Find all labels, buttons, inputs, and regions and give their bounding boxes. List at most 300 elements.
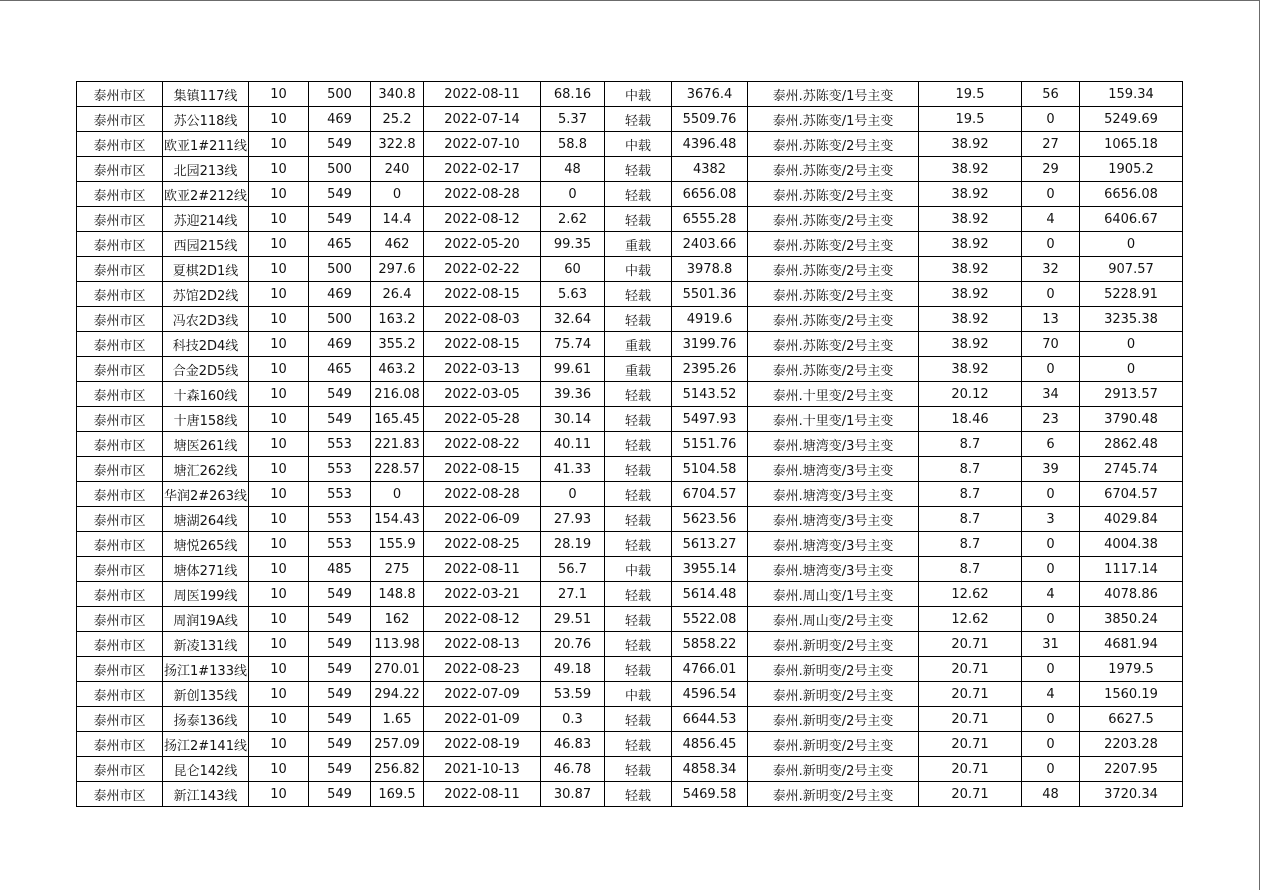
- spare-capacity-cell: 4919.6: [672, 307, 748, 332]
- line-name-cell: 十唐158线: [163, 407, 249, 432]
- peak-load-cell: 297.6: [371, 257, 424, 282]
- capacity-cell: 553: [309, 507, 371, 532]
- table-row: [77, 732, 1183, 757]
- capacity-cell: 469: [309, 107, 371, 132]
- peak-load-cell: 270.01: [371, 657, 424, 682]
- peak-load-cell: 25.2: [371, 107, 424, 132]
- line-name-cell: 扬泰136线: [163, 707, 249, 732]
- transformer-load-cell: 12.62: [919, 607, 1022, 632]
- reserved-cell: 29: [1022, 157, 1080, 182]
- line-name-cell: 周医199线: [163, 582, 249, 607]
- load-rate-cell: 56.7: [541, 557, 605, 582]
- table-row: [77, 532, 1183, 557]
- district-cell: 泰州市区: [77, 107, 163, 132]
- load-rate-cell: 53.59: [541, 682, 605, 707]
- voltage-cell: 10: [249, 582, 309, 607]
- table-row: [77, 707, 1183, 732]
- load-rate-cell: 30.87: [541, 782, 605, 807]
- load-level-cell: 中载: [605, 557, 672, 582]
- peak-load-cell: 14.4: [371, 207, 424, 232]
- reserved-cell: 6: [1022, 432, 1080, 457]
- transformer-load-cell: 8.7: [919, 457, 1022, 482]
- load-rate-cell: 99.35: [541, 232, 605, 257]
- load-rate-cell: 60: [541, 257, 605, 282]
- line-name-cell: 塘医261线: [163, 432, 249, 457]
- capacity-cell: 549: [309, 207, 371, 232]
- capacity-cell: 549: [309, 707, 371, 732]
- available-cell: 2913.57: [1080, 382, 1183, 407]
- peak-date-cell: 2022-08-15: [424, 457, 541, 482]
- capacity-cell: 549: [309, 632, 371, 657]
- reserved-cell: 3: [1022, 507, 1080, 532]
- available-cell: 2203.28: [1080, 732, 1183, 757]
- transformer-cell: 泰州.周山变/1号主变: [748, 582, 919, 607]
- load-level-cell: 轻载: [605, 782, 672, 807]
- transformer-load-cell: 8.7: [919, 432, 1022, 457]
- transformer-cell: 泰州.塘湾变/3号主变: [748, 457, 919, 482]
- table-row: [77, 407, 1183, 432]
- load-level-cell: 轻载: [605, 482, 672, 507]
- peak-load-cell: 1.65: [371, 707, 424, 732]
- load-rate-cell: 5.37: [541, 107, 605, 132]
- line-name-cell: 新江143线: [163, 782, 249, 807]
- spare-capacity-cell: 4858.34: [672, 757, 748, 782]
- capacity-cell: 549: [309, 757, 371, 782]
- reserved-cell: 0: [1022, 607, 1080, 632]
- peak-date-cell: 2022-02-22: [424, 257, 541, 282]
- reserved-cell: 34: [1022, 382, 1080, 407]
- transformer-cell: 泰州.苏陈变/2号主变: [748, 357, 919, 382]
- voltage-cell: 10: [249, 757, 309, 782]
- district-cell: 泰州市区: [77, 257, 163, 282]
- table-row: [77, 607, 1183, 632]
- capacity-cell: 465: [309, 357, 371, 382]
- transformer-cell: 泰州.塘湾变/3号主变: [748, 507, 919, 532]
- table-row: [77, 507, 1183, 532]
- voltage-cell: 10: [249, 382, 309, 407]
- capacity-cell: 500: [309, 157, 371, 182]
- available-cell: 4681.94: [1080, 632, 1183, 657]
- voltage-cell: 10: [249, 157, 309, 182]
- table-row: [77, 307, 1183, 332]
- available-cell: 1905.2: [1080, 157, 1183, 182]
- transformer-cell: 泰州.新明变/2号主变: [748, 732, 919, 757]
- capacity-cell: 549: [309, 382, 371, 407]
- transformer-cell: 泰州.十里变/1号主变: [748, 407, 919, 432]
- voltage-cell: 10: [249, 782, 309, 807]
- available-cell: 4029.84: [1080, 507, 1183, 532]
- load-level-cell: 轻载: [605, 307, 672, 332]
- load-rate-cell: 0: [541, 182, 605, 207]
- load-level-cell: 轻载: [605, 157, 672, 182]
- transformer-cell: 泰州.苏陈变/2号主变: [748, 232, 919, 257]
- voltage-cell: 10: [249, 707, 309, 732]
- load-rate-cell: 0.3: [541, 707, 605, 732]
- district-cell: 泰州市区: [77, 382, 163, 407]
- reserved-cell: 4: [1022, 682, 1080, 707]
- table-row: [77, 332, 1183, 357]
- line-name-cell: 十森160线: [163, 382, 249, 407]
- spare-capacity-cell: 5509.76: [672, 107, 748, 132]
- transformer-load-cell: 19.5: [919, 107, 1022, 132]
- transformer-load-cell: 38.92: [919, 257, 1022, 282]
- transformer-load-cell: 38.92: [919, 157, 1022, 182]
- transformer-cell: 泰州.新明变/2号主变: [748, 782, 919, 807]
- transformer-load-cell: 20.71: [919, 632, 1022, 657]
- spare-capacity-cell: 5501.36: [672, 282, 748, 307]
- table-row: [77, 207, 1183, 232]
- load-rate-cell: 58.8: [541, 132, 605, 157]
- transformer-load-cell: 20.71: [919, 657, 1022, 682]
- load-level-cell: 轻载: [605, 607, 672, 632]
- reserved-cell: 13: [1022, 307, 1080, 332]
- table-row: [77, 432, 1183, 457]
- spare-capacity-cell: 3955.14: [672, 557, 748, 582]
- table-row: [77, 157, 1183, 182]
- reserved-cell: 39: [1022, 457, 1080, 482]
- spare-capacity-cell: 5143.52: [672, 382, 748, 407]
- capacity-cell: 485: [309, 557, 371, 582]
- available-cell: 1117.14: [1080, 557, 1183, 582]
- transformer-cell: 泰州.苏陈变/2号主变: [748, 332, 919, 357]
- reserved-cell: 0: [1022, 357, 1080, 382]
- spare-capacity-cell: 6704.57: [672, 482, 748, 507]
- peak-date-cell: 2022-05-20: [424, 232, 541, 257]
- transformer-load-cell: 8.7: [919, 532, 1022, 557]
- load-rate-cell: 49.18: [541, 657, 605, 682]
- available-cell: 3235.38: [1080, 307, 1183, 332]
- peak-date-cell: 2022-05-28: [424, 407, 541, 432]
- transformer-cell: 泰州.苏陈变/2号主变: [748, 157, 919, 182]
- capacity-cell: 465: [309, 232, 371, 257]
- spare-capacity-cell: 4596.54: [672, 682, 748, 707]
- district-cell: 泰州市区: [77, 182, 163, 207]
- peak-date-cell: 2022-08-11: [424, 782, 541, 807]
- spare-capacity-cell: 5858.22: [672, 632, 748, 657]
- peak-date-cell: 2022-08-19: [424, 732, 541, 757]
- district-cell: 泰州市区: [77, 332, 163, 357]
- spare-capacity-cell: 5469.58: [672, 782, 748, 807]
- voltage-cell: 10: [249, 607, 309, 632]
- load-level-cell: 轻载: [605, 707, 672, 732]
- available-cell: 4078.86: [1080, 582, 1183, 607]
- capacity-cell: 500: [309, 257, 371, 282]
- peak-load-cell: 340.8: [371, 82, 424, 107]
- voltage-cell: 10: [249, 457, 309, 482]
- peak-date-cell: 2022-03-05: [424, 382, 541, 407]
- reserved-cell: 0: [1022, 557, 1080, 582]
- available-cell: 1560.19: [1080, 682, 1183, 707]
- load-level-cell: 轻载: [605, 282, 672, 307]
- voltage-cell: 10: [249, 107, 309, 132]
- line-name-cell: 苏公118线: [163, 107, 249, 132]
- transformer-cell: 泰州.苏陈变/2号主变: [748, 257, 919, 282]
- transformer-cell: 泰州.塘湾变/3号主变: [748, 532, 919, 557]
- spare-capacity-cell: 6656.08: [672, 182, 748, 207]
- spare-capacity-cell: 6555.28: [672, 207, 748, 232]
- reserved-cell: 0: [1022, 182, 1080, 207]
- voltage-cell: 10: [249, 407, 309, 432]
- voltage-cell: 10: [249, 482, 309, 507]
- peak-date-cell: 2022-08-11: [424, 557, 541, 582]
- line-name-cell: 塘湖264线: [163, 507, 249, 532]
- load-rate-cell: 30.14: [541, 407, 605, 432]
- peak-date-cell: 2022-06-09: [424, 507, 541, 532]
- load-level-cell: 轻载: [605, 632, 672, 657]
- line-name-cell: 塘体271线: [163, 557, 249, 582]
- peak-load-cell: 240: [371, 157, 424, 182]
- table-row: [77, 782, 1183, 807]
- transformer-load-cell: 20.12: [919, 382, 1022, 407]
- capacity-cell: 500: [309, 82, 371, 107]
- line-name-cell: 扬江2#141线: [163, 732, 249, 757]
- load-level-cell: 轻载: [605, 732, 672, 757]
- load-rate-cell: 39.36: [541, 382, 605, 407]
- available-cell: 5228.91: [1080, 282, 1183, 307]
- peak-date-cell: 2022-08-28: [424, 182, 541, 207]
- peak-load-cell: 155.9: [371, 532, 424, 557]
- spare-capacity-cell: 2395.26: [672, 357, 748, 382]
- capacity-cell: 549: [309, 657, 371, 682]
- voltage-cell: 10: [249, 732, 309, 757]
- peak-date-cell: 2022-03-13: [424, 357, 541, 382]
- transformer-load-cell: 38.92: [919, 357, 1022, 382]
- available-cell: 3850.24: [1080, 607, 1183, 632]
- peak-load-cell: 216.08: [371, 382, 424, 407]
- transformer-load-cell: 20.71: [919, 782, 1022, 807]
- transformer-cell: 泰州.新明变/2号主变: [748, 707, 919, 732]
- load-level-cell: 中载: [605, 132, 672, 157]
- transformer-cell: 泰州.苏陈变/1号主变: [748, 82, 919, 107]
- table-body: [77, 82, 1183, 807]
- transformer-load-cell: 18.46: [919, 407, 1022, 432]
- voltage-cell: 10: [249, 257, 309, 282]
- reserved-cell: 27: [1022, 132, 1080, 157]
- available-cell: 6704.57: [1080, 482, 1183, 507]
- load-level-cell: 重载: [605, 332, 672, 357]
- transformer-load-cell: 19.5: [919, 82, 1022, 107]
- load-level-cell: 轻载: [605, 657, 672, 682]
- peak-date-cell: 2022-08-03: [424, 307, 541, 332]
- district-cell: 泰州市区: [77, 157, 163, 182]
- spare-capacity-cell: 2403.66: [672, 232, 748, 257]
- peak-load-cell: 355.2: [371, 332, 424, 357]
- spare-capacity-cell: 5614.48: [672, 582, 748, 607]
- district-cell: 泰州市区: [77, 232, 163, 257]
- district-cell: 泰州市区: [77, 732, 163, 757]
- peak-date-cell: 2022-08-22: [424, 432, 541, 457]
- peak-date-cell: 2022-03-21: [424, 582, 541, 607]
- line-name-cell: 昆仑142线: [163, 757, 249, 782]
- spare-capacity-cell: 4856.45: [672, 732, 748, 757]
- spare-capacity-cell: 4382: [672, 157, 748, 182]
- transformer-load-cell: 8.7: [919, 557, 1022, 582]
- capacity-cell: 549: [309, 582, 371, 607]
- voltage-cell: 10: [249, 332, 309, 357]
- capacity-cell: 553: [309, 457, 371, 482]
- load-rate-cell: 99.61: [541, 357, 605, 382]
- transformer-cell: 泰州.塘湾变/3号主变: [748, 482, 919, 507]
- peak-date-cell: 2022-08-12: [424, 207, 541, 232]
- line-name-cell: 扬江1#133线: [163, 657, 249, 682]
- load-rate-cell: 5.63: [541, 282, 605, 307]
- reserved-cell: 0: [1022, 282, 1080, 307]
- load-rate-cell: 2.62: [541, 207, 605, 232]
- district-cell: 泰州市区: [77, 557, 163, 582]
- voltage-cell: 10: [249, 657, 309, 682]
- table-row: [77, 282, 1183, 307]
- peak-date-cell: 2021-10-13: [424, 757, 541, 782]
- available-cell: 3790.48: [1080, 407, 1183, 432]
- load-level-cell: 轻载: [605, 207, 672, 232]
- peak-date-cell: 2022-08-23: [424, 657, 541, 682]
- capacity-cell: 469: [309, 282, 371, 307]
- peak-load-cell: 169.5: [371, 782, 424, 807]
- load-rate-cell: 48: [541, 157, 605, 182]
- peak-date-cell: 2022-08-28: [424, 482, 541, 507]
- available-cell: 2745.74: [1080, 457, 1183, 482]
- load-rate-cell: 32.64: [541, 307, 605, 332]
- capacity-cell: 553: [309, 482, 371, 507]
- spare-capacity-cell: 6644.53: [672, 707, 748, 732]
- load-level-cell: 轻载: [605, 107, 672, 132]
- line-name-cell: 塘汇262线: [163, 457, 249, 482]
- line-name-cell: 冯农2D3线: [163, 307, 249, 332]
- load-rate-cell: 28.19: [541, 532, 605, 557]
- district-cell: 泰州市区: [77, 457, 163, 482]
- available-cell: 5249.69: [1080, 107, 1183, 132]
- voltage-cell: 10: [249, 507, 309, 532]
- line-name-cell: 华润2#263线: [163, 482, 249, 507]
- load-level-cell: 轻载: [605, 507, 672, 532]
- district-cell: 泰州市区: [77, 682, 163, 707]
- load-level-cell: 重载: [605, 357, 672, 382]
- district-cell: 泰州市区: [77, 657, 163, 682]
- district-cell: 泰州市区: [77, 407, 163, 432]
- district-cell: 泰州市区: [77, 757, 163, 782]
- line-name-cell: 集镇117线: [163, 82, 249, 107]
- voltage-cell: 10: [249, 557, 309, 582]
- spare-capacity-cell: 4396.48: [672, 132, 748, 157]
- available-cell: 1065.18: [1080, 132, 1183, 157]
- spare-capacity-cell: 5613.27: [672, 532, 748, 557]
- transformer-cell: 泰州.新明变/2号主变: [748, 757, 919, 782]
- peak-load-cell: 154.43: [371, 507, 424, 532]
- peak-date-cell: 2022-01-09: [424, 707, 541, 732]
- peak-date-cell: 2022-07-10: [424, 132, 541, 157]
- transformer-load-cell: 38.92: [919, 207, 1022, 232]
- line-name-cell: 周润19A线: [163, 607, 249, 632]
- transformer-load-cell: 20.71: [919, 757, 1022, 782]
- capacity-cell: 469: [309, 332, 371, 357]
- load-rate-cell: 75.74: [541, 332, 605, 357]
- reserved-cell: 0: [1022, 107, 1080, 132]
- load-level-cell: 轻载: [605, 532, 672, 557]
- capacity-cell: 553: [309, 532, 371, 557]
- load-level-cell: 轻载: [605, 407, 672, 432]
- line-name-cell: 北园213线: [163, 157, 249, 182]
- peak-load-cell: 162: [371, 607, 424, 632]
- peak-load-cell: 26.4: [371, 282, 424, 307]
- district-cell: 泰州市区: [77, 282, 163, 307]
- peak-date-cell: 2022-08-12: [424, 607, 541, 632]
- load-rate-cell: 46.83: [541, 732, 605, 757]
- load-rate-cell: 20.76: [541, 632, 605, 657]
- transformer-load-cell: 38.92: [919, 232, 1022, 257]
- voltage-cell: 10: [249, 232, 309, 257]
- available-cell: 4004.38: [1080, 532, 1183, 557]
- transformer-cell: 泰州.塘湾变/3号主变: [748, 557, 919, 582]
- district-cell: 泰州市区: [77, 207, 163, 232]
- peak-load-cell: 463.2: [371, 357, 424, 382]
- peak-load-cell: 322.8: [371, 132, 424, 157]
- line-name-cell: 夏棋2D1线: [163, 257, 249, 282]
- voltage-cell: 10: [249, 307, 309, 332]
- line-name-cell: 塘悦265线: [163, 532, 249, 557]
- voltage-cell: 10: [249, 282, 309, 307]
- reserved-cell: 0: [1022, 232, 1080, 257]
- reserved-cell: 32: [1022, 257, 1080, 282]
- spare-capacity-cell: 5497.93: [672, 407, 748, 432]
- load-level-cell: 重载: [605, 232, 672, 257]
- transformer-load-cell: 20.71: [919, 682, 1022, 707]
- feeder-load-table: [76, 81, 1183, 807]
- spare-capacity-cell: 4766.01: [672, 657, 748, 682]
- available-cell: 1979.5: [1080, 657, 1183, 682]
- reserved-cell: 56: [1022, 82, 1080, 107]
- spare-capacity-cell: 3676.4: [672, 82, 748, 107]
- peak-date-cell: 2022-02-17: [424, 157, 541, 182]
- table-row: [77, 357, 1183, 382]
- line-name-cell: 新凌131线: [163, 632, 249, 657]
- peak-load-cell: 221.83: [371, 432, 424, 457]
- table-row: [77, 757, 1183, 782]
- peak-date-cell: 2022-08-25: [424, 532, 541, 557]
- reserved-cell: 4: [1022, 207, 1080, 232]
- available-cell: 159.34: [1080, 82, 1183, 107]
- peak-load-cell: 256.82: [371, 757, 424, 782]
- transformer-cell: 泰州.苏陈变/2号主变: [748, 207, 919, 232]
- transformer-load-cell: 12.62: [919, 582, 1022, 607]
- reserved-cell: 0: [1022, 707, 1080, 732]
- voltage-cell: 10: [249, 682, 309, 707]
- load-level-cell: 轻载: [605, 457, 672, 482]
- load-rate-cell: 40.11: [541, 432, 605, 457]
- transformer-load-cell: 38.92: [919, 307, 1022, 332]
- voltage-cell: 10: [249, 357, 309, 382]
- transformer-load-cell: 38.92: [919, 132, 1022, 157]
- load-level-cell: 轻载: [605, 382, 672, 407]
- table-row: [77, 557, 1183, 582]
- available-cell: 6627.5: [1080, 707, 1183, 732]
- capacity-cell: 549: [309, 607, 371, 632]
- voltage-cell: 10: [249, 432, 309, 457]
- spare-capacity-cell: 5623.56: [672, 507, 748, 532]
- spare-capacity-cell: 5104.58: [672, 457, 748, 482]
- peak-date-cell: 2022-08-13: [424, 632, 541, 657]
- peak-load-cell: 165.45: [371, 407, 424, 432]
- peak-load-cell: 0: [371, 482, 424, 507]
- load-level-cell: 中载: [605, 682, 672, 707]
- capacity-cell: 549: [309, 407, 371, 432]
- capacity-cell: 549: [309, 132, 371, 157]
- district-cell: 泰州市区: [77, 82, 163, 107]
- load-level-cell: 轻载: [605, 757, 672, 782]
- district-cell: 泰州市区: [77, 132, 163, 157]
- transformer-load-cell: 20.71: [919, 732, 1022, 757]
- peak-date-cell: 2022-08-15: [424, 282, 541, 307]
- table-row: [77, 107, 1183, 132]
